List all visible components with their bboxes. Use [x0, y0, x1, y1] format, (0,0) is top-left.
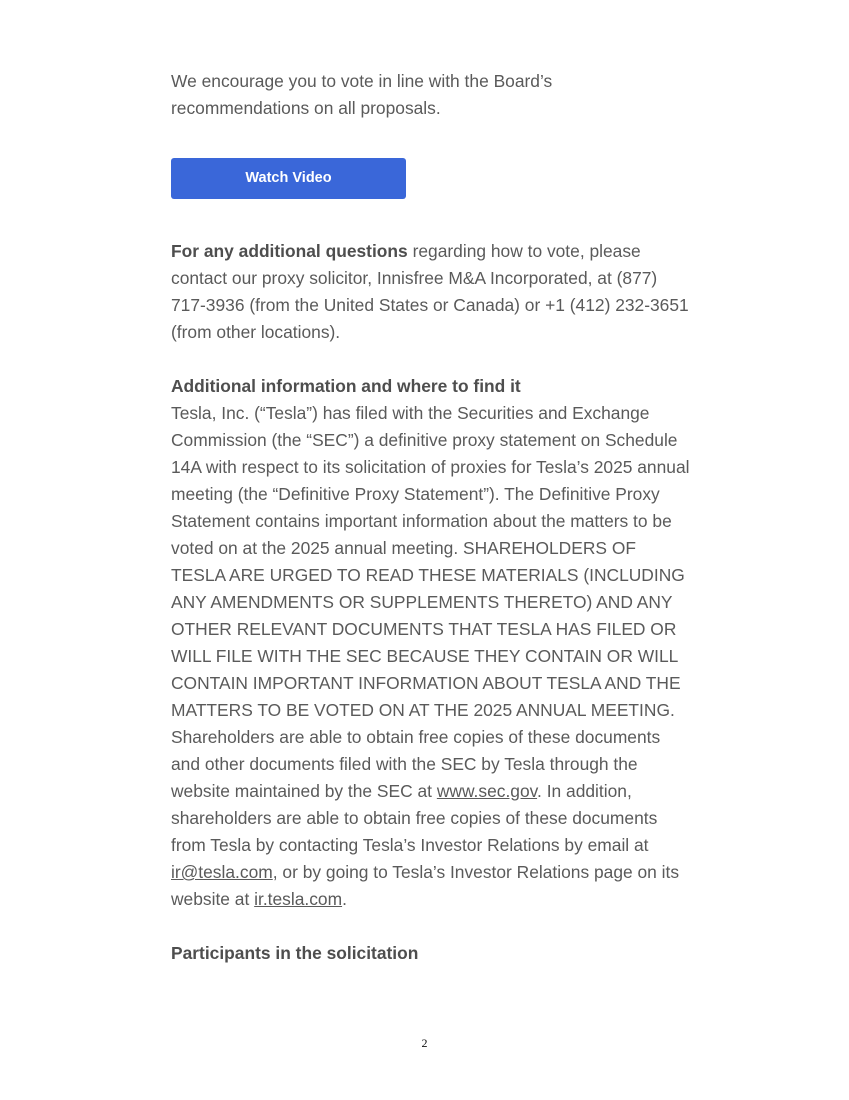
additional-info-body: [171, 400, 691, 913]
additional-info-heading: Additional information and where to find it: [171, 376, 521, 396]
watch-video-button[interactable]: Watch Video: [171, 158, 406, 199]
sec-gov-link[interactable]: www.sec.gov: [436, 781, 538, 801]
button-row: [171, 158, 691, 199]
additional-info-text-1: Tesla, Inc. (“Tesla”) has filed with the Securities and Exchange Commission (the “SEC”) a definitive proxy statement on Schedule 14A with respect to its solicitation of proxies for Tesla’s 2025 annual meeting (the “Definitive Proxy Statement”). The Definitive Proxy Statement contains important information about the matters to be voted on at the 2025 annual meeting. SHAREHOLDERS OF TESLA ARE URGED TO READ THESE MATERIALS (INCLUDING ANY AMENDMENTS OR SUPPLEMENTS THERETO) AND ANY OTHER RELEVANT DOCUMENTS THAT TESLA HAS FILED OR WILL FILE WITH THE SEC BECAUSE THEY CONTAIN OR WILL CONTAIN IMPORTANT INFORMATION ABOUT TESLA AND THE MATTERS TO BE VOTED ON AT THE 2025 ANNUAL MEETING. Shareholders are able to obtain free copies of these documents and other documents filed with the SEC by Tesla through the website maintained by the SEC at: [171, 403, 690, 801]
additional-info-text-2: . In addition, shareholders are able to obtain free copies of these documents from Tesla by contacting Tesla’s Investor Relations by email at: [171, 781, 658, 855]
ir-tesla-link[interactable]: ir.tesla.com: [254, 889, 343, 909]
additional-info-text-3: , or by going to Tesla’s Investor Relations page on its website at: [171, 862, 680, 909]
participants-heading: Participants in the solicitation: [171, 943, 419, 963]
intro-paragraph: We encourage you to vote in line with the Board’s recommendations on all proposals.: [171, 71, 553, 118]
questions-paragraph: [171, 238, 691, 346]
ir-email-link[interactable]: ir@tesla.com: [171, 862, 273, 882]
additional-info-text-4: .: [342, 889, 347, 909]
email-body: [171, 68, 691, 967]
page-number: 2: [421, 1036, 428, 1050]
questions-text: regarding how to vote, please contact our proxy solicitor, Innisfree M&A Incorporated, at (877) 717-3936 (from the United States or Canada) or +1 (412) 232-3651 (from other locations).: [171, 241, 689, 342]
questions-lead: For any additional questions: [171, 241, 408, 261]
